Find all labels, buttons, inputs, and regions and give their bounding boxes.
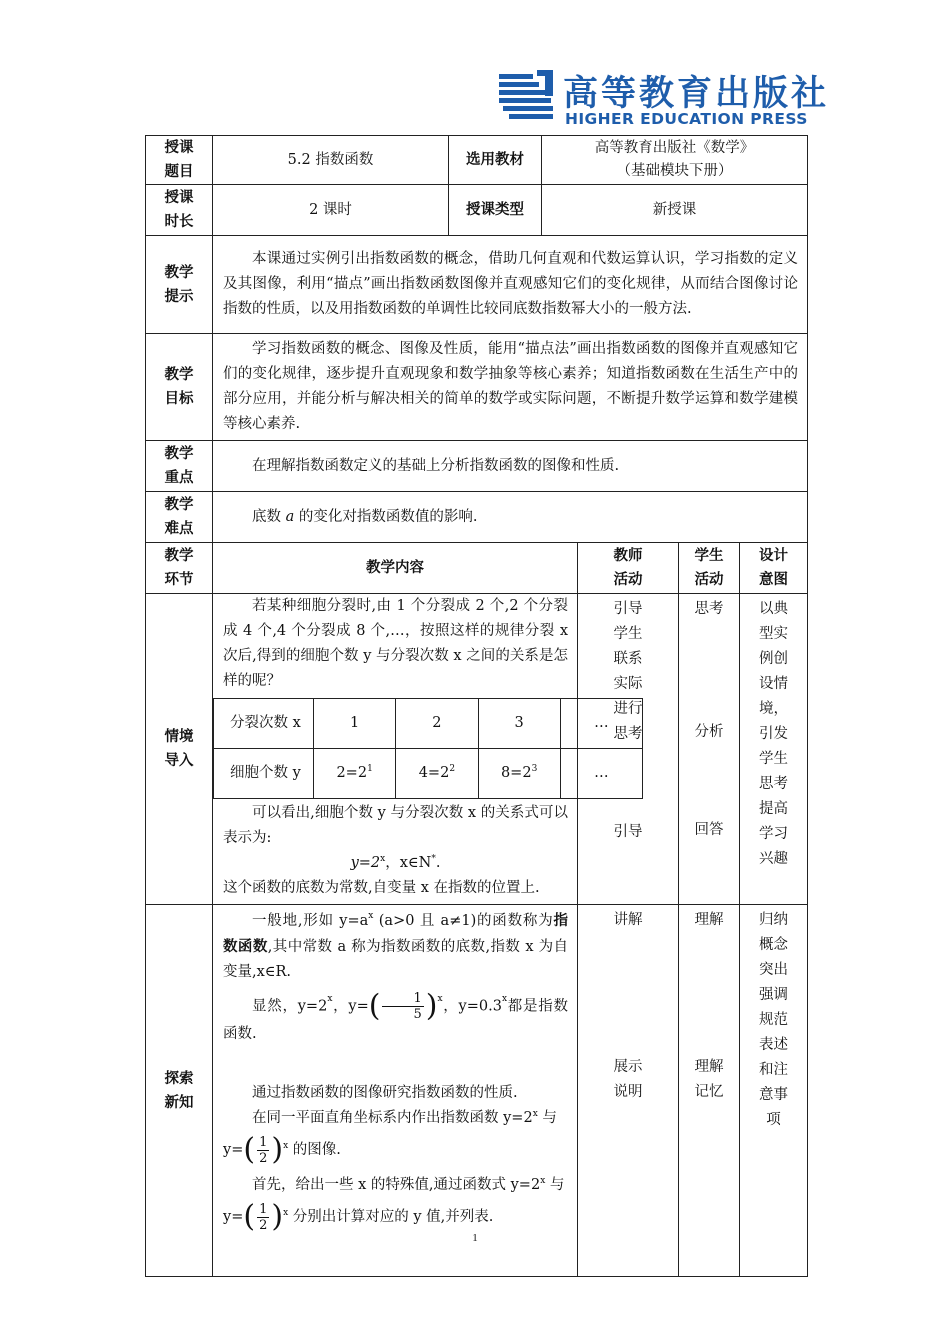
design-column-header: 设计意图	[740, 543, 808, 594]
examples-text: 显然，$y=2^x$，y=( $\frac{1}{5}$ )$^x$，$y=0.3^x$都是指数函数.	[223, 988, 569, 1042]
table-task-formula: y=( $\frac{1}{2}$ )$^x$ 分别出计算对应的 y 值,并列表.	[223, 1199, 494, 1234]
lesson-plan-table	[145, 135, 808, 1277]
intro-formula: $y=2^x$，x∈N*.	[350, 854, 441, 871]
intro-stage-label: 情境导入	[146, 594, 213, 905]
intro-design-intent: 以典 型实 例创 设情 境， 引发 学生 思考 提高 学习 兴趣	[740, 594, 808, 905]
publisher-logo	[497, 64, 830, 130]
duration-value: 2 课时	[213, 185, 449, 236]
division-count-cell: 2	[396, 699, 478, 749]
intro-relation-text: 可以看出,细胞个数 y 与分裂次数 x 的关系式可以表示为:	[223, 805, 568, 846]
fraction-one-half: $\frac{1}{2}$	[259, 1201, 268, 1233]
definition-text: 一般地,形如 $y=a^x$ (a>0 且 a≠1)的函数称为指数函数,其中常数 a 称为指数函数的底数,指数 x 为自变量,x∈R.	[223, 911, 568, 980]
division-count-label: 分裂次数 x	[214, 699, 314, 749]
topic-value: 5.2 指数函数	[213, 136, 449, 185]
cell-count-cell: …	[560, 749, 642, 799]
publisher-emblem-icon	[497, 68, 557, 128]
explore-student-activity: 理解 理解 记忆	[679, 905, 740, 1277]
graph-intro-text: 通过指数函数的图像研究指数函数的性质.	[252, 1085, 518, 1101]
difficulty-label: 教学难点	[146, 492, 213, 543]
duration-label: 授课时长	[146, 185, 213, 236]
content-column-header: 教学内容	[213, 543, 578, 594]
division-count-cell: 1	[314, 699, 396, 749]
hint-label: 教学提示	[146, 236, 213, 334]
publisher-name-english: HIGHER EDUCATION PRESS	[565, 110, 808, 128]
explore-stage-label: 探索新知	[146, 905, 213, 1277]
goal-text: 学习指数函数的概念、图像及性质，能用“描点法”画出指数函数的图像并直观感知它们的变化规律，逐步提升直观现象和数学抽象等核心素养；知道指数函数在生活生产中的部分应用，并能分析与解决相关的简单的数学或实际问题，不断提升数学运算和数学建模等核心素养.	[213, 334, 808, 441]
intro-conclusion: 这个函数的底数为常数,自变量 x 在指数的位置上.	[223, 880, 540, 896]
key-text: 在理解指数函数定义的基础上分析指数函数的图像和性质.	[213, 441, 808, 492]
explore-content	[213, 905, 578, 1277]
fraction-one-half: $\frac{1}{2}$	[259, 1134, 268, 1166]
key-label: 教学重点	[146, 441, 213, 492]
fraction-one-fifth: $\frac{1}{5}$	[382, 991, 423, 1022]
graph-task-text: 在同一平面直角坐标系内作出指数函数 $y=2^x$ 与	[252, 1109, 557, 1126]
intro-teacher-activity: 引导 学生 联系 实际 进行 思考 引导	[578, 594, 679, 905]
cell-count-cell: $8=2^3$	[478, 749, 560, 799]
graph-task-formula: y=( $\frac{1}{2}$ )$^x$ 的图像.	[223, 1132, 341, 1167]
textbook-label: 选用教材	[449, 136, 542, 185]
topic-label: 授课题目	[146, 136, 213, 185]
cell-count-label: 细胞个数 y	[214, 749, 314, 799]
division-count-cell: …	[560, 699, 642, 749]
student-column-header: 学生活动	[679, 543, 740, 594]
cell-count-cell: $2=2^1$	[314, 749, 396, 799]
difficulty-text: 底数 a 的变化对指数函数值的影响.	[213, 492, 808, 543]
goal-label: 教学目标	[146, 334, 213, 441]
table-task-text: 首先，给出一些 x 的特殊值,通过函数式 $y=2^x$ 与	[252, 1176, 565, 1193]
page-number: 1	[472, 1232, 478, 1244]
explore-design-intent: 归纳 概念 突出 强调 规范 表述 和注 意事 项	[740, 905, 808, 1277]
stage-column-header: 教学环节	[146, 543, 213, 594]
explore-teacher-activity: 讲解 展示 说明	[578, 905, 679, 1277]
publisher-name-chinese: 高等教育出版社	[563, 73, 830, 114]
teacher-column-header: 教师活动	[578, 543, 679, 594]
intro-content	[213, 594, 609, 905]
type-label: 授课类型	[449, 185, 542, 236]
intro-student-activity: 思考 分析 回答	[679, 594, 740, 905]
type-value: 新授课	[542, 185, 808, 236]
intro-question: 若某种细胞分裂时,由 1 个分裂成 2 个,2 个分裂成 4 个,4 个分裂成 8 个,…，按照这样的规律分裂 x 次后,得到的细胞个数 y 与分裂次数 x 之间的关系是怎样的呢？	[223, 598, 568, 689]
hint-text: 本课通过实例引出指数函数的概念，借助几何直观和代数运算认识，学习指数的定义及其图像，利用“描点”画出指数函数图像并直观感知它们的变化规律，从而结合图像讨论指数的性质，以及用指数函数的单调性比较同底数指数幂大小的一般方法.	[213, 236, 808, 334]
division-count-cell: 3	[478, 699, 560, 749]
textbook-value: 高等教育出版社《数学》 （基础模块下册）	[542, 136, 808, 185]
cell-count-cell: $4=2^2$	[396, 749, 478, 799]
